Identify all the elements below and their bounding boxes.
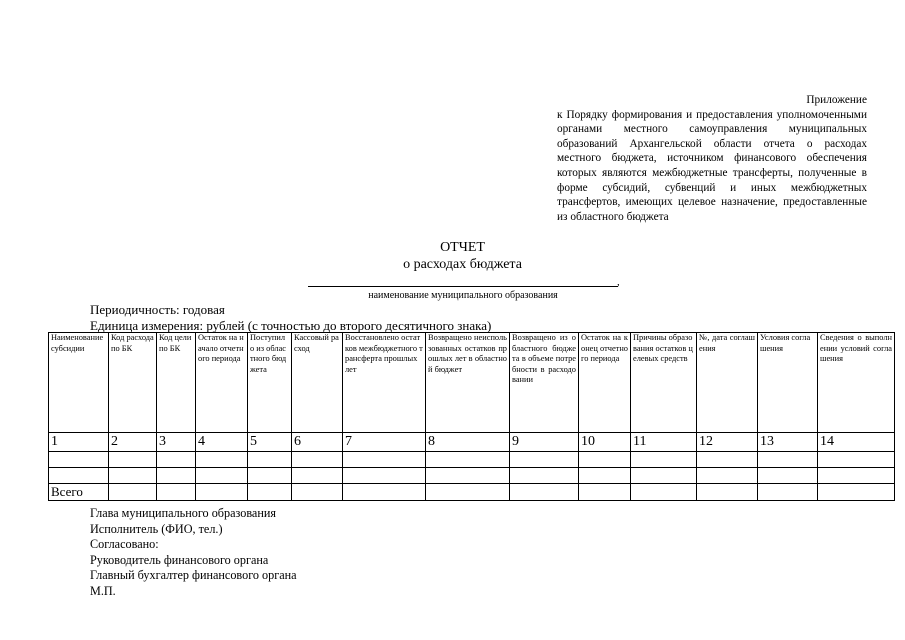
table-cell [292, 484, 343, 501]
table-cell [292, 468, 343, 484]
table-cell [343, 484, 426, 501]
column-number: 5 [248, 433, 292, 452]
col-header-cash-expense: Кассовый расход [292, 333, 343, 433]
appendix-title: Приложение [806, 94, 867, 106]
col-header-returned-unused: Возвращено неиспользованных остатков прошлых лет в областной бюджет [426, 333, 510, 433]
col-header-returned-from-regional: Возвращено из областного бюджета в объеме потребности в расходовании [510, 333, 579, 433]
signature-finance-head: Руководитель финансового органа [90, 552, 269, 567]
table-cell [579, 484, 631, 501]
col-header-closing-balance: Остаток на конец отчетного периода [579, 333, 631, 433]
column-number: 1 [49, 433, 109, 452]
col-header-expense-code: Код расхода по БК [109, 333, 157, 433]
table-cell [49, 468, 109, 484]
col-header-opening-balance: Остаток на начало отчетного периода [196, 333, 248, 433]
report-subtitle: о расходах бюджета [403, 257, 522, 272]
table-cell [426, 452, 510, 468]
municipality-name-caption: наименование муниципального образования [368, 290, 558, 301]
table-cell [758, 452, 818, 468]
column-number: 13 [758, 433, 818, 452]
signature-head-of-municipality: Глава муниципального образования [90, 506, 276, 520]
column-number: 2 [109, 433, 157, 452]
table-cell [510, 484, 579, 501]
table-cell [426, 468, 510, 484]
table-cell [292, 452, 343, 468]
col-header-agreement-terms: Условия соглашения [758, 333, 818, 433]
table-cell [196, 484, 248, 501]
table-cell [758, 484, 818, 501]
table-cell [818, 468, 895, 484]
periodicity-line: Периодичность: годовая [90, 302, 225, 317]
col-header-purpose-code: Код цели по БК [157, 333, 196, 433]
table-cell [343, 468, 426, 484]
table-row [49, 452, 895, 468]
col-header-agreement-number: №, дата соглашения [697, 333, 758, 433]
report-table [48, 332, 895, 501]
col-header-balance-reasons: Причины образования остатков целевых средств [631, 333, 697, 433]
table-cell [157, 468, 196, 484]
col-header-received: Поступило из областного бюджета [248, 333, 292, 433]
table-cell [631, 468, 697, 484]
table-cell [579, 452, 631, 468]
table-cell [697, 468, 758, 484]
column-number: 4 [196, 433, 248, 452]
total-row [49, 484, 895, 501]
column-number: 6 [292, 433, 343, 452]
municipality-name-comma: , [617, 276, 620, 288]
table-cell [758, 468, 818, 484]
table-cell [248, 468, 292, 484]
table-cell [426, 484, 510, 501]
report-title: ОТЧЕТ [440, 240, 485, 255]
appendix-block [557, 93, 867, 224]
table-cell [49, 452, 109, 468]
table-cell [631, 484, 697, 501]
table-cell [697, 484, 758, 501]
column-number: 9 [510, 433, 579, 452]
municipality-name-line [308, 286, 618, 287]
table-cell [631, 452, 697, 468]
table-cell [157, 484, 196, 501]
column-number: 7 [343, 433, 426, 452]
total-label: Всего [49, 484, 109, 501]
table-cell [109, 468, 157, 484]
column-number: 8 [426, 433, 510, 452]
table-cell [248, 484, 292, 501]
column-numbers-row [49, 433, 895, 452]
table-cell [109, 452, 157, 468]
signatures-block [90, 506, 297, 599]
signature-executor: Исполнитель (ФИО, тел.) [90, 521, 223, 536]
table-cell [248, 452, 292, 468]
table-row [49, 468, 895, 484]
col-header-terms-fulfillment: Сведения о выполнении условий соглашения [818, 333, 895, 433]
table-cell [579, 468, 631, 484]
col-header-subsidy-name: Наименование субсидии [49, 333, 109, 433]
col-header-restored-balances: Восстановлено остатков межбюджетного трансферта прошлых лет [343, 333, 426, 433]
table-cell [510, 468, 579, 484]
appendix-body: к Порядку формирования и предоставления уполномоченными органами местного самоуправления муниципальных образований Архангельской области отчета о расходах местного бюджета, источником финансового обеспечения которых являются межбюджетные трансферты, полученные в форме субсидий, субвенций и иных межбюджетных трансфертов, имеющих целевое назначение, предоставленные из областного бюджета [557, 108, 867, 223]
column-number: 10 [579, 433, 631, 452]
column-number: 3 [157, 433, 196, 452]
signature-agreed: Согласовано: [90, 537, 159, 551]
table-cell [196, 452, 248, 468]
table-cell [697, 452, 758, 468]
column-number: 12 [697, 433, 758, 452]
table-cell [343, 452, 426, 468]
signature-chief-accountant: Главный бухгалтер финансового органа [90, 568, 297, 582]
stamp-place: М.П. [90, 583, 116, 598]
column-number: 11 [631, 433, 697, 452]
table-cell [196, 468, 248, 484]
column-number: 14 [818, 433, 895, 452]
table-cell [818, 484, 895, 501]
table-cell [510, 452, 579, 468]
table-cell [157, 452, 196, 468]
header-row [49, 333, 895, 433]
unit-line: Единица измерения: рублей (с точностью до второго десятичного знака) [90, 318, 492, 333]
table-cell [109, 484, 157, 501]
table-cell [818, 452, 895, 468]
